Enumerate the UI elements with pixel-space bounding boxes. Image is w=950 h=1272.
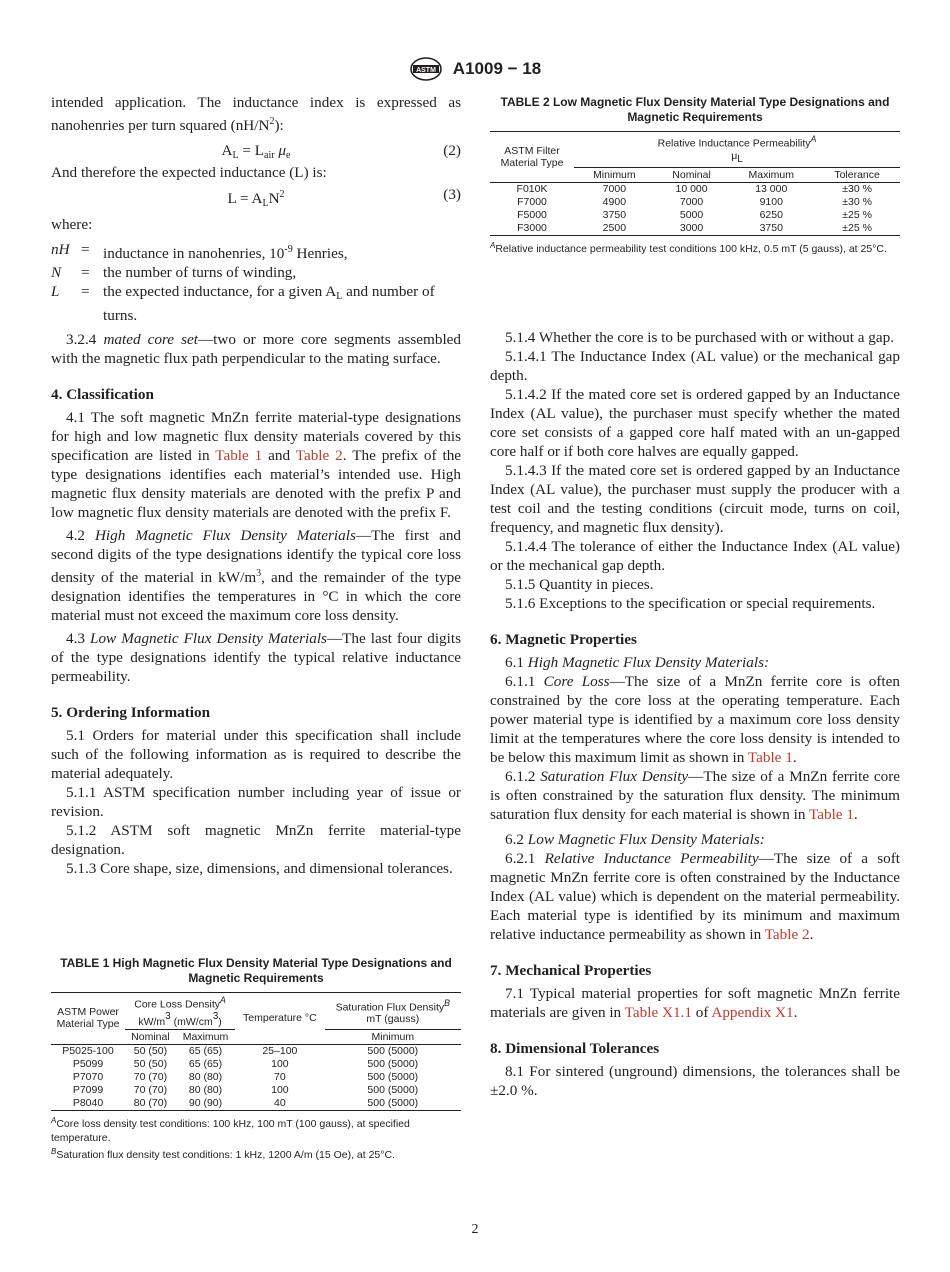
table-2-link[interactable]: Table 2 xyxy=(764,926,810,943)
table-2-group-header: Relative Inductance Permeability$^A$ μL xyxy=(574,132,900,168)
section-4-1: 4.1 The soft magnetic MnZn ferrite material-type designations for high and low magnetic flux density materials covered by this specification are listed in Table 1 and Table 2. The prefix of the type designations identifies each material’s intended use. High magnetic flux density materials are denoted with the prefix P and low magnetic flux density materials are denoted with the prefix F. xyxy=(51,409,462,521)
section-4-2: 4.2 High Magnetic Flux Density Materials—The first and second digits of the type designations identify the typical core loss density of the material in $kW/m^3$, and the remainder of the type designation identifies the temperatures in °C in which the core material must not exceed the maximum core loss density. xyxy=(51,527,462,624)
table-1-footnote-b: $^B$Saturation flux density test conditions: 1 kHz, 1200 A/m (15 Oe), at 25°C. xyxy=(51,1146,395,1161)
heading-ordering-information: 5. Ordering Information xyxy=(51,704,211,721)
section-6-2: 6.2 Low Magnetic Flux Density Materials: xyxy=(505,831,765,848)
table-1-group-header: Core Loss Density$^A$ kW/m3 (mW/cm3) xyxy=(125,993,235,1030)
section-6-1-1: 6.1.1 Core Loss—The size of a MnZn ferrite core is often constrained by the core loss at the operating temperature. Each power material type is identified by a maximum core loss density limit at the temperatures where the core loss density is intended to be below this maximum limit as shown in Table 1. xyxy=(490,673,900,766)
section-5-1-2: 5.1.2 ASTM soft magnetic MnZn ferrite material-type designation. xyxy=(51,822,461,858)
table-2-col-type: ASTM Filter Material Type xyxy=(500,144,564,169)
table-2-link[interactable]: Table 2 xyxy=(295,447,343,464)
table-1 xyxy=(51,956,461,1162)
equation-2: $A_L = L_{air}$ $\mu_e$ (2) xyxy=(221,142,461,161)
table-2-caption: TABLE 2 Low Magnetic Flux Density Material Type Designations and Magnetic Requirements xyxy=(500,95,890,124)
section-8-1: 8.1 For sintered (unground) dimensions, the tolerances shall be ±2.0 %. xyxy=(490,1063,900,1099)
table-2-footnote: $^A$Relative inductance permeability test conditions 100 kHz, 0.5 mT (5 gauss), at 25°C. xyxy=(490,240,887,255)
svg-text:ASTM: ASTM xyxy=(415,67,436,74)
page-number: 2 xyxy=(471,1222,479,1237)
table-1-link[interactable]: Table 1 xyxy=(809,806,854,823)
table-1-link[interactable]: Table 1 xyxy=(747,749,793,766)
section-3-2-4: 3.2.4 mated core set—two or more core segments assembled with the magnetic flux path perpendicular to the mating surface. xyxy=(51,331,461,367)
section-5-1-3: 5.1.3 Core shape, size, dimensions, and dimensional tolerances. xyxy=(66,860,453,877)
section-6-1-2: 6.1.2 Saturation Flux Density—The size of a MnZn ferrite core is often constrained by the saturation flux density. The minimum saturation flux density for each material is shown in Table 1. xyxy=(490,768,901,823)
heading-dimensional-tolerances: 8. Dimensional Tolerances xyxy=(490,1040,660,1057)
astm-logo-icon xyxy=(409,56,443,82)
table-2-subhead: Maximum xyxy=(748,168,795,181)
table-x1-1-link[interactable]: Table X1.1 xyxy=(624,1004,692,1021)
table-2-subhead: Tolerance xyxy=(834,168,880,181)
table-1-subhead: Minimum xyxy=(371,1030,415,1043)
section-5-1-4-3: 5.1.4.3 If the mated core set is ordered gapped by an Inductance Index (AL value), the purchaser must supply the producer with a test coil and the testing conditions (circuit mode, turns on coil, frequency, and magnetic flux density). xyxy=(490,462,900,536)
section-5-1: 5.1 Orders for material under this specification shall include such of the following information as is required to describe the material adequately. xyxy=(51,727,461,782)
table-row: P5025-100 50 (50) 65 (65) 25–100 500 (5000) xyxy=(51,1044,461,1058)
equation-3: $L = A_LN^2$ (3) xyxy=(227,186,461,209)
table-1-subhead: Nominal xyxy=(131,1030,170,1043)
section-5-1-4: 5.1.4 Whether the core is to be purchased with or without a gap. xyxy=(505,329,895,346)
table-1-caption: TABLE 1 High Magnetic Flux Density Material Type Designations and Magnetic Requirements xyxy=(60,956,452,985)
page-header xyxy=(0,56,950,82)
standard-designation: A1009 − 18 xyxy=(452,59,542,78)
table-1-col-saturation: Saturation Flux Density$^B$ mT (gauss) xyxy=(325,993,461,1030)
table-row: F010K 7000 10 000 13 000 ±30 % xyxy=(490,182,900,196)
section-5-1-5: 5.1.5 Quantity in pieces. xyxy=(505,576,654,593)
table-row: P5099 50 (50) 65 (65) 100 500 (5000) xyxy=(72,1057,419,1070)
right-column xyxy=(490,328,900,1100)
where-list: nH = inductance in nanohenries, $10^{-9}$ Henries, N = the number of turns of winding, L = the expected inductance, for a given $A_L$ and number of turns. xyxy=(51,241,435,324)
table-row: F5000 3750 5000 6250 ±25 % xyxy=(517,208,872,221)
appendix-x1-link[interactable]: Appendix X1 xyxy=(711,1004,794,1021)
section-6-1: 6.1 High Magnetic Flux Density Materials: xyxy=(505,654,770,671)
heading-mechanical-properties: 7. Mechanical Properties xyxy=(490,962,652,979)
table-2-subhead: Minimum xyxy=(593,168,636,181)
table-2 xyxy=(490,95,900,256)
section-6-2-1: 6.2.1 Relative Inductance Permeability—The size of a soft magnetic MnZn ferrite core is often constrained by the Inductance Index (AL value) which is dependent on the material permeability. Each material type is identified by its minimum and maximum relative inductance permeability as shown in Table 2. xyxy=(490,850,901,943)
table-2-subhead: Nominal xyxy=(672,168,711,181)
section-5-1-4-4: 5.1.4.4 The tolerance of either the Inductance Index (AL value) or the mechanical gap depth. xyxy=(490,538,900,574)
heading-classification: 4. Classification xyxy=(51,386,154,403)
table-row: F3000 2500 3000 3750 ±25 % xyxy=(490,222,900,236)
section-5-1-1: 5.1.1 ASTM specification number including year of issue or revision. xyxy=(51,784,461,820)
table-1-link[interactable]: Table 1 xyxy=(215,447,263,464)
where-label: where: xyxy=(51,216,93,233)
table-1-footnote-a: $^A$Core loss density test conditions: 100 kHz, 100 mT (100 gauss), at specified temperature. xyxy=(51,1115,410,1144)
section-5-1-4-1: 5.1.4.1 The Inductance Index (AL value) or the mechanical gap depth. xyxy=(490,348,900,384)
intro-paragraph: intended application. The inductance index is expressed as nanohenries per turn squared $(nH/N^2)$: xyxy=(51,94,461,134)
left-column xyxy=(51,93,461,878)
section-5-1-6: 5.1.6 Exceptions to the specification or special requirements. xyxy=(505,595,876,612)
table-row: P7099 70 (70) 80 (80) 100 500 (5000) xyxy=(72,1083,419,1096)
table-row: F7000 4900 7000 9100 ±30 % xyxy=(517,195,872,208)
table-1-col-temperature: Temperature °C xyxy=(243,1012,317,1025)
table-row: P8040 80 (70) 90 (90) 40 500 (5000) xyxy=(51,1097,461,1111)
table-1-subhead: Maximum xyxy=(182,1030,229,1043)
table-1-col-type: ASTM Power Material Type xyxy=(56,1006,120,1031)
section-5-1-4-2: 5.1.4.2 If the mated core set is ordered gapped by an Inductance Index (AL value), the purchaser must specify whether the mated core set consists of a gapped core half mated with an un-gapped core half or if both core halves are equally gapped. xyxy=(490,386,900,460)
heading-magnetic-properties: 6. Magnetic Properties xyxy=(490,631,637,648)
table-row: P7070 70 (70) 80 (80) 70 500 (5000) xyxy=(72,1070,419,1083)
section-4-3: 4.3 Low Magnetic Flux Density Materials—The last four digits of the type designations identify the typical relative inductance permeability. xyxy=(51,630,461,685)
section-7-1: 7.1 Typical material properties for soft magnetic MnZn ferrite materials are given in Table X1.1 of Appendix X1. xyxy=(490,985,900,1021)
therefore-paragraph: And therefore the expected inductance (L) is: xyxy=(51,164,327,181)
